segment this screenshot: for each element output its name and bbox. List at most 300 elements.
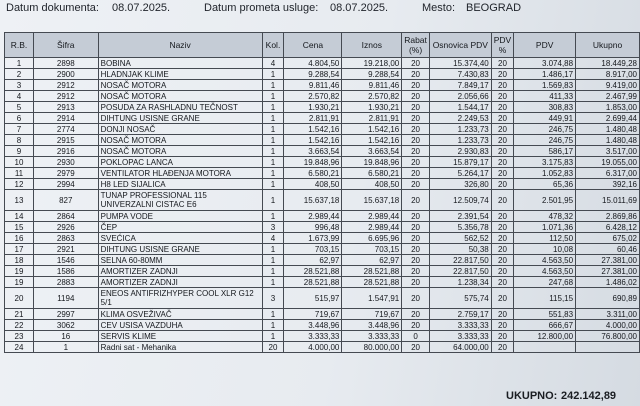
line-total-cell: 3.517,00 (576, 146, 640, 157)
discount-percent-cell: 20 (402, 222, 430, 233)
vat-amount-cell: 666,67 (514, 320, 576, 331)
amount-cell: 19.848,96 (342, 157, 402, 168)
amount-cell: 28.521,88 (342, 266, 402, 277)
item-code-cell: 1586 (33, 266, 98, 277)
unit-price-cell: 1.673,99 (284, 233, 342, 244)
quantity-cell: 3 (262, 222, 284, 233)
item-name-cell: Radni sat - Mehanika (98, 342, 262, 353)
item-code-cell: 2979 (33, 168, 98, 179)
col-header-ukupno: Ukupno (576, 33, 640, 58)
vat-base-cell: 64.000,00 (429, 342, 491, 353)
unit-price-cell: 703,15 (284, 244, 342, 255)
vat-amount-cell: 246,75 (514, 124, 576, 135)
row-number-cell: 21 (5, 309, 34, 320)
vat-amount-cell: 3.175,83 (514, 157, 576, 168)
vat-percent-cell: 20 (491, 331, 513, 342)
row-number-cell: 10 (5, 157, 34, 168)
unit-price-cell: 28.521,88 (284, 277, 342, 288)
vat-percent-cell: 20 (491, 233, 513, 244)
item-name-cell: AMORTIZER ZADNJI (98, 266, 262, 277)
vat-percent-cell: 20 (491, 211, 513, 222)
line-total-cell: 392,16 (576, 179, 640, 190)
row-number-cell: 6 (5, 113, 34, 124)
doc-date-label: Datum dokumenta: (6, 2, 99, 14)
unit-price-cell: 1.930,21 (284, 102, 342, 113)
item-code-cell: 2913 (33, 102, 98, 113)
unit-price-cell: 2.811,91 (284, 113, 342, 124)
line-total-cell: 60,46 (576, 244, 640, 255)
item-code-cell: 3062 (33, 320, 98, 331)
quantity-cell: 1 (262, 135, 284, 146)
item-name-cell: H8 LED SIJALICA (98, 179, 262, 190)
item-name-cell: ČEP (98, 222, 262, 233)
item-code-cell: 2864 (33, 211, 98, 222)
line-total-cell: 9.419,00 (576, 80, 640, 91)
vat-percent-cell: 20 (491, 179, 513, 190)
item-name-cell: NOSAČ MOTORA (98, 91, 262, 102)
discount-percent-cell: 20 (402, 91, 430, 102)
quantity-cell: 1 (262, 179, 284, 190)
unit-price-cell: 719,67 (284, 309, 342, 320)
row-number-cell: 22 (5, 320, 34, 331)
amount-cell: 2.989,44 (342, 222, 402, 233)
table-row (5, 277, 640, 288)
col-header-pdv: PDV (514, 33, 576, 58)
table-row (5, 157, 640, 168)
row-number-cell: 20 (5, 288, 34, 309)
vat-percent-cell: 20 (491, 157, 513, 168)
vat-base-cell: 3.333,33 (429, 331, 491, 342)
vat-base-cell: 1.238,34 (429, 277, 491, 288)
unit-price-cell: 515,97 (284, 288, 342, 309)
row-number-cell: 11 (5, 168, 34, 179)
item-code-cell: 2883 (33, 277, 98, 288)
vat-percent-cell: 20 (491, 91, 513, 102)
discount-percent-cell: 20 (402, 233, 430, 244)
vat-base-cell: 2.930,83 (429, 146, 491, 157)
amount-cell: 1.542,16 (342, 124, 402, 135)
item-code-cell: 2900 (33, 69, 98, 80)
table-row (5, 211, 640, 222)
item-code-cell: 2994 (33, 179, 98, 190)
unit-price-cell: 2.570,82 (284, 91, 342, 102)
vat-percent-cell: 20 (491, 320, 513, 331)
discount-percent-cell: 20 (402, 320, 430, 331)
discount-percent-cell: 20 (402, 80, 430, 91)
table-row (5, 102, 640, 113)
item-name-cell: DIHTUNG USISNE GRANE (98, 113, 262, 124)
amount-cell: 6.695,96 (342, 233, 402, 244)
unit-price-cell: 3.663,54 (284, 146, 342, 157)
trade-date-label: Datum prometa usluge: (204, 2, 319, 14)
unit-price-cell: 4.000,00 (284, 342, 342, 353)
line-total-cell: 19.055,00 (576, 157, 640, 168)
vat-base-cell: 7.430,83 (429, 69, 491, 80)
vat-base-cell: 12.509,74 (429, 190, 491, 211)
vat-base-cell: 562,52 (429, 233, 491, 244)
vat-amount-cell: 4.563,50 (514, 255, 576, 266)
item-code-cell: 1194 (33, 288, 98, 309)
vat-base-cell: 22.817,50 (429, 266, 491, 277)
amount-cell: 9.288,54 (342, 69, 402, 80)
vat-percent-cell: 20 (491, 342, 513, 353)
discount-percent-cell: 20 (402, 113, 430, 124)
item-name-cell: NOSAČ MOTORA (98, 135, 262, 146)
trade-date: 08.07.2025. (330, 2, 389, 14)
quantity-cell: 1 (262, 244, 284, 255)
row-number-cell: 19 (5, 277, 34, 288)
unit-price-cell: 1.542,16 (284, 124, 342, 135)
line-total-cell: 1.853,00 (576, 102, 640, 113)
item-name-cell: PUMPA VODE (98, 211, 262, 222)
col-header-osnovica: Osnovica PDV (429, 33, 491, 58)
col-header-rb: R.B. (5, 33, 34, 58)
row-number-cell: 8 (5, 135, 34, 146)
item-name-cell: SELNA 60-80MM (98, 255, 262, 266)
table-row (5, 58, 640, 69)
amount-cell: 3.663,54 (342, 146, 402, 157)
table-row (5, 91, 640, 102)
row-number-cell: 19 (5, 266, 34, 277)
table-row (5, 331, 640, 342)
vat-base-cell: 5.356,78 (429, 222, 491, 233)
item-name-cell: DIHTUNG USISNE GRANE (98, 244, 262, 255)
table-row (5, 179, 640, 190)
quantity-cell: 1 (262, 266, 284, 277)
table-row (5, 288, 640, 309)
item-code-cell: 2997 (33, 309, 98, 320)
line-total-cell: 6.317,00 (576, 168, 640, 179)
row-number-cell: 5 (5, 102, 34, 113)
item-code-cell: 1 (33, 342, 98, 353)
line-total-cell: 8.917,00 (576, 69, 640, 80)
unit-price-cell: 4.804,50 (284, 58, 342, 69)
table-row (5, 113, 640, 124)
item-name-cell: ENEOS ANTIFRIZHYPER COOL XLR G12 5/1 (98, 288, 262, 309)
vat-base-cell: 2.759,17 (429, 309, 491, 320)
vat-percent-cell: 20 (491, 309, 513, 320)
quantity-cell: 1 (262, 320, 284, 331)
discount-percent-cell: 20 (402, 190, 430, 211)
table-row (5, 309, 640, 320)
total-value: 242.142,89 (561, 390, 617, 402)
vat-percent-cell: 20 (491, 146, 513, 157)
line-total-cell: 1.480,48 (576, 135, 640, 146)
vat-base-cell: 326,80 (429, 179, 491, 190)
quantity-cell: 1 (262, 157, 284, 168)
line-total-cell: 1.486,02 (576, 277, 640, 288)
discount-percent-cell: 20 (402, 146, 430, 157)
amount-cell: 719,67 (342, 309, 402, 320)
vat-amount-cell: 12.800,00 (514, 331, 576, 342)
vat-amount-cell: 411,33 (514, 91, 576, 102)
vat-percent-cell: 20 (491, 135, 513, 146)
line-total-cell: 2.467,99 (576, 91, 640, 102)
vat-percent-cell: 20 (491, 266, 513, 277)
vat-amount-cell: 478,32 (514, 211, 576, 222)
quantity-cell: 20 (262, 342, 284, 353)
vat-base-cell: 1.233,73 (429, 135, 491, 146)
vat-amount-cell: 308,83 (514, 102, 576, 113)
item-name-cell: SERVIS KLIME (98, 331, 262, 342)
row-number-cell: 16 (5, 233, 34, 244)
row-number-cell: 2 (5, 69, 34, 80)
unit-price-cell: 3.333,33 (284, 331, 342, 342)
discount-percent-cell: 20 (402, 135, 430, 146)
quantity-cell: 4 (262, 58, 284, 69)
table-row (5, 190, 640, 211)
vat-amount-cell: 551,83 (514, 309, 576, 320)
table-row (5, 233, 640, 244)
item-name-cell: TUNAP PROFESSIONAL 115 UNIVERZALNI CISTAC E6 (98, 190, 262, 211)
unit-price-cell: 28.521,88 (284, 266, 342, 277)
unit-price-cell: 996,48 (284, 222, 342, 233)
item-name-cell: CEV USISA VAZDUHA (98, 320, 262, 331)
table-row (5, 266, 640, 277)
quantity-cell: 1 (262, 211, 284, 222)
col-header-cena: Cena (284, 33, 342, 58)
doc-date: 08.07.2025. (112, 2, 171, 14)
amount-cell: 1.930,21 (342, 102, 402, 113)
amount-cell: 19.218,00 (342, 58, 402, 69)
unit-price-cell: 15.637,18 (284, 190, 342, 211)
item-code-cell: 2921 (33, 244, 98, 255)
vat-base-cell: 2.056,66 (429, 91, 491, 102)
table-header-row (5, 33, 640, 58)
unit-price-cell: 3.448,96 (284, 320, 342, 331)
place-value: BEOGRAD (466, 2, 522, 14)
items-table-body (5, 58, 640, 353)
amount-cell: 1.542,16 (342, 135, 402, 146)
row-number-cell: 18 (5, 255, 34, 266)
vat-percent-cell: 20 (491, 255, 513, 266)
amount-cell: 3.333,33 (342, 331, 402, 342)
items-table-wrapper (4, 32, 640, 353)
col-header-kol: Kol. (262, 33, 284, 58)
item-code-cell: 2863 (33, 233, 98, 244)
vat-percent-cell: 20 (491, 80, 513, 91)
item-code-cell: 2926 (33, 222, 98, 233)
item-code-cell: 16 (33, 331, 98, 342)
item-name-cell: VENTILATOR HLAĐENJA MOTORA (98, 168, 262, 179)
row-number-cell: 24 (5, 342, 34, 353)
item-code-cell: 2916 (33, 146, 98, 157)
vat-amount-cell: 449,91 (514, 113, 576, 124)
discount-percent-cell: 20 (402, 58, 430, 69)
line-total-cell: 27.381,00 (576, 255, 640, 266)
row-number-cell: 9 (5, 146, 34, 157)
discount-percent-cell: 20 (402, 211, 430, 222)
quantity-cell: 1 (262, 255, 284, 266)
vat-base-cell: 5.264,17 (429, 168, 491, 179)
vat-base-cell: 1.233,73 (429, 124, 491, 135)
item-code-cell: 2914 (33, 113, 98, 124)
table-row (5, 244, 640, 255)
unit-price-cell: 62,97 (284, 255, 342, 266)
line-total-cell: 690,89 (576, 288, 640, 309)
table-row (5, 342, 640, 353)
quantity-cell: 1 (262, 102, 284, 113)
row-number-cell: 1 (5, 58, 34, 69)
col-header-pdv-percent: PDV % (491, 33, 513, 58)
vat-amount-cell: 247,68 (514, 277, 576, 288)
vat-base-cell: 7.849,17 (429, 80, 491, 91)
line-total-cell (576, 342, 640, 353)
quantity-cell: 1 (262, 124, 284, 135)
discount-percent-cell: 20 (402, 277, 430, 288)
item-name-cell: AMORTIZER ZADNJI (98, 277, 262, 288)
vat-base-cell: 2.391,54 (429, 211, 491, 222)
vat-amount-cell: 1.569,83 (514, 80, 576, 91)
table-row (5, 135, 640, 146)
row-number-cell: 13 (5, 190, 34, 211)
row-number-cell: 4 (5, 91, 34, 102)
quantity-cell: 1 (262, 69, 284, 80)
amount-cell: 408,50 (342, 179, 402, 190)
amount-cell: 80.000,00 (342, 342, 402, 353)
quantity-cell: 1 (262, 309, 284, 320)
vat-base-cell: 15.374,40 (429, 58, 491, 69)
vat-base-cell: 50,38 (429, 244, 491, 255)
item-name-cell: HLADNJAK KLIME (98, 69, 262, 80)
unit-price-cell: 19.848,96 (284, 157, 342, 168)
vat-amount-cell: 1.071,36 (514, 222, 576, 233)
line-total-cell: 675,02 (576, 233, 640, 244)
vat-amount-cell: 65,36 (514, 179, 576, 190)
discount-percent-cell: 20 (402, 266, 430, 277)
table-row (5, 222, 640, 233)
row-number-cell: 14 (5, 211, 34, 222)
vat-amount-cell: 3.074,88 (514, 58, 576, 69)
unit-price-cell: 408,50 (284, 179, 342, 190)
table-row (5, 80, 640, 91)
unit-price-cell: 1.542,16 (284, 135, 342, 146)
vat-percent-cell: 20 (491, 288, 513, 309)
discount-percent-cell: 20 (402, 288, 430, 309)
discount-percent-cell: 20 (402, 69, 430, 80)
vat-base-cell: 2.249,53 (429, 113, 491, 124)
line-total-cell: 4.000,00 (576, 320, 640, 331)
amount-cell: 703,15 (342, 244, 402, 255)
discount-percent-cell: 20 (402, 168, 430, 179)
row-number-cell: 23 (5, 331, 34, 342)
item-code-cell: 827 (33, 190, 98, 211)
item-name-cell: NOSAČ MOTORA (98, 80, 262, 91)
quantity-cell: 1 (262, 91, 284, 102)
item-name-cell: BOBINA (98, 58, 262, 69)
quantity-cell: 3 (262, 288, 284, 309)
item-name-cell: SVEĆICA (98, 233, 262, 244)
vat-base-cell: 575,74 (429, 288, 491, 309)
quantity-cell: 1 (262, 80, 284, 91)
vat-base-cell: 22.817,50 (429, 255, 491, 266)
line-total-cell: 2.869,86 (576, 211, 640, 222)
quantity-cell: 1 (262, 277, 284, 288)
quantity-cell: 1 (262, 168, 284, 179)
item-name-cell: POKLOPAC LANCA (98, 157, 262, 168)
vat-amount-cell: 112,50 (514, 233, 576, 244)
place-label: Mesto: (422, 2, 456, 14)
amount-cell: 62,97 (342, 255, 402, 266)
unit-price-cell: 9.288,54 (284, 69, 342, 80)
item-code-cell: 2912 (33, 91, 98, 102)
vat-amount-cell: 1.486,17 (514, 69, 576, 80)
vat-amount-cell: 586,17 (514, 146, 576, 157)
vat-percent-cell: 20 (491, 58, 513, 69)
line-total-cell: 15.011,69 (576, 190, 640, 211)
table-row (5, 146, 640, 157)
vat-percent-cell: 20 (491, 102, 513, 113)
amount-cell: 2.989,44 (342, 211, 402, 222)
item-name-cell: KLIMA OSVEŽIVAČ (98, 309, 262, 320)
vat-percent-cell: 20 (491, 69, 513, 80)
discount-percent-cell: 20 (402, 124, 430, 135)
item-name-cell: DONJI NOSAČ (98, 124, 262, 135)
vat-amount-cell: 10,08 (514, 244, 576, 255)
amount-cell: 3.448,96 (342, 320, 402, 331)
item-code-cell: 2915 (33, 135, 98, 146)
col-header-rabat: Rabat (%) (402, 33, 430, 58)
discount-percent-cell: 20 (402, 309, 430, 320)
discount-percent-cell: 20 (402, 255, 430, 266)
quantity-cell: 1 (262, 146, 284, 157)
vat-amount-cell: 246,75 (514, 135, 576, 146)
table-row (5, 69, 640, 80)
total-label: UKUPNO: (506, 390, 558, 402)
line-total-cell: 3.311,00 (576, 309, 640, 320)
line-total-cell: 2.699,44 (576, 113, 640, 124)
unit-price-cell: 2.989,44 (284, 211, 342, 222)
line-total-cell: 18.449,28 (576, 58, 640, 69)
vat-percent-cell: 20 (491, 124, 513, 135)
item-code-cell: 2930 (33, 157, 98, 168)
row-number-cell: 17 (5, 244, 34, 255)
row-number-cell: 15 (5, 222, 34, 233)
item-code-cell: 2898 (33, 58, 98, 69)
col-header-sifra: Šifra (33, 33, 98, 58)
table-row (5, 255, 640, 266)
discount-percent-cell: 20 (402, 157, 430, 168)
row-number-cell: 7 (5, 124, 34, 135)
vat-amount-cell: 115,15 (514, 288, 576, 309)
items-table (4, 32, 640, 353)
amount-cell: 2.570,82 (342, 91, 402, 102)
discount-percent-cell: 20 (402, 342, 430, 353)
row-number-cell: 3 (5, 80, 34, 91)
vat-amount-cell: 1.052,83 (514, 168, 576, 179)
amount-cell: 15.637,18 (342, 190, 402, 211)
item-code-cell: 2774 (33, 124, 98, 135)
quantity-cell: 4 (262, 233, 284, 244)
line-total-cell: 6.428,12 (576, 222, 640, 233)
vat-amount-cell (514, 342, 576, 353)
item-name-cell: POSUDA ZA RASHLADNU TEČNOST (98, 102, 262, 113)
vat-base-cell: 15.879,17 (429, 157, 491, 168)
table-row (5, 168, 640, 179)
item-code-cell: 1546 (33, 255, 98, 266)
quantity-cell: 1 (262, 331, 284, 342)
vat-percent-cell: 20 (491, 222, 513, 233)
line-total-cell: 1.480,48 (576, 124, 640, 135)
vat-amount-cell: 4.563,50 (514, 266, 576, 277)
item-code-cell: 2912 (33, 80, 98, 91)
discount-percent-cell: 20 (402, 102, 430, 113)
vat-base-cell: 3.333,33 (429, 320, 491, 331)
row-number-cell: 12 (5, 179, 34, 190)
vat-base-cell: 1.544,17 (429, 102, 491, 113)
amount-cell: 9.811,46 (342, 80, 402, 91)
line-total-cell: 27.381,00 (576, 266, 640, 277)
